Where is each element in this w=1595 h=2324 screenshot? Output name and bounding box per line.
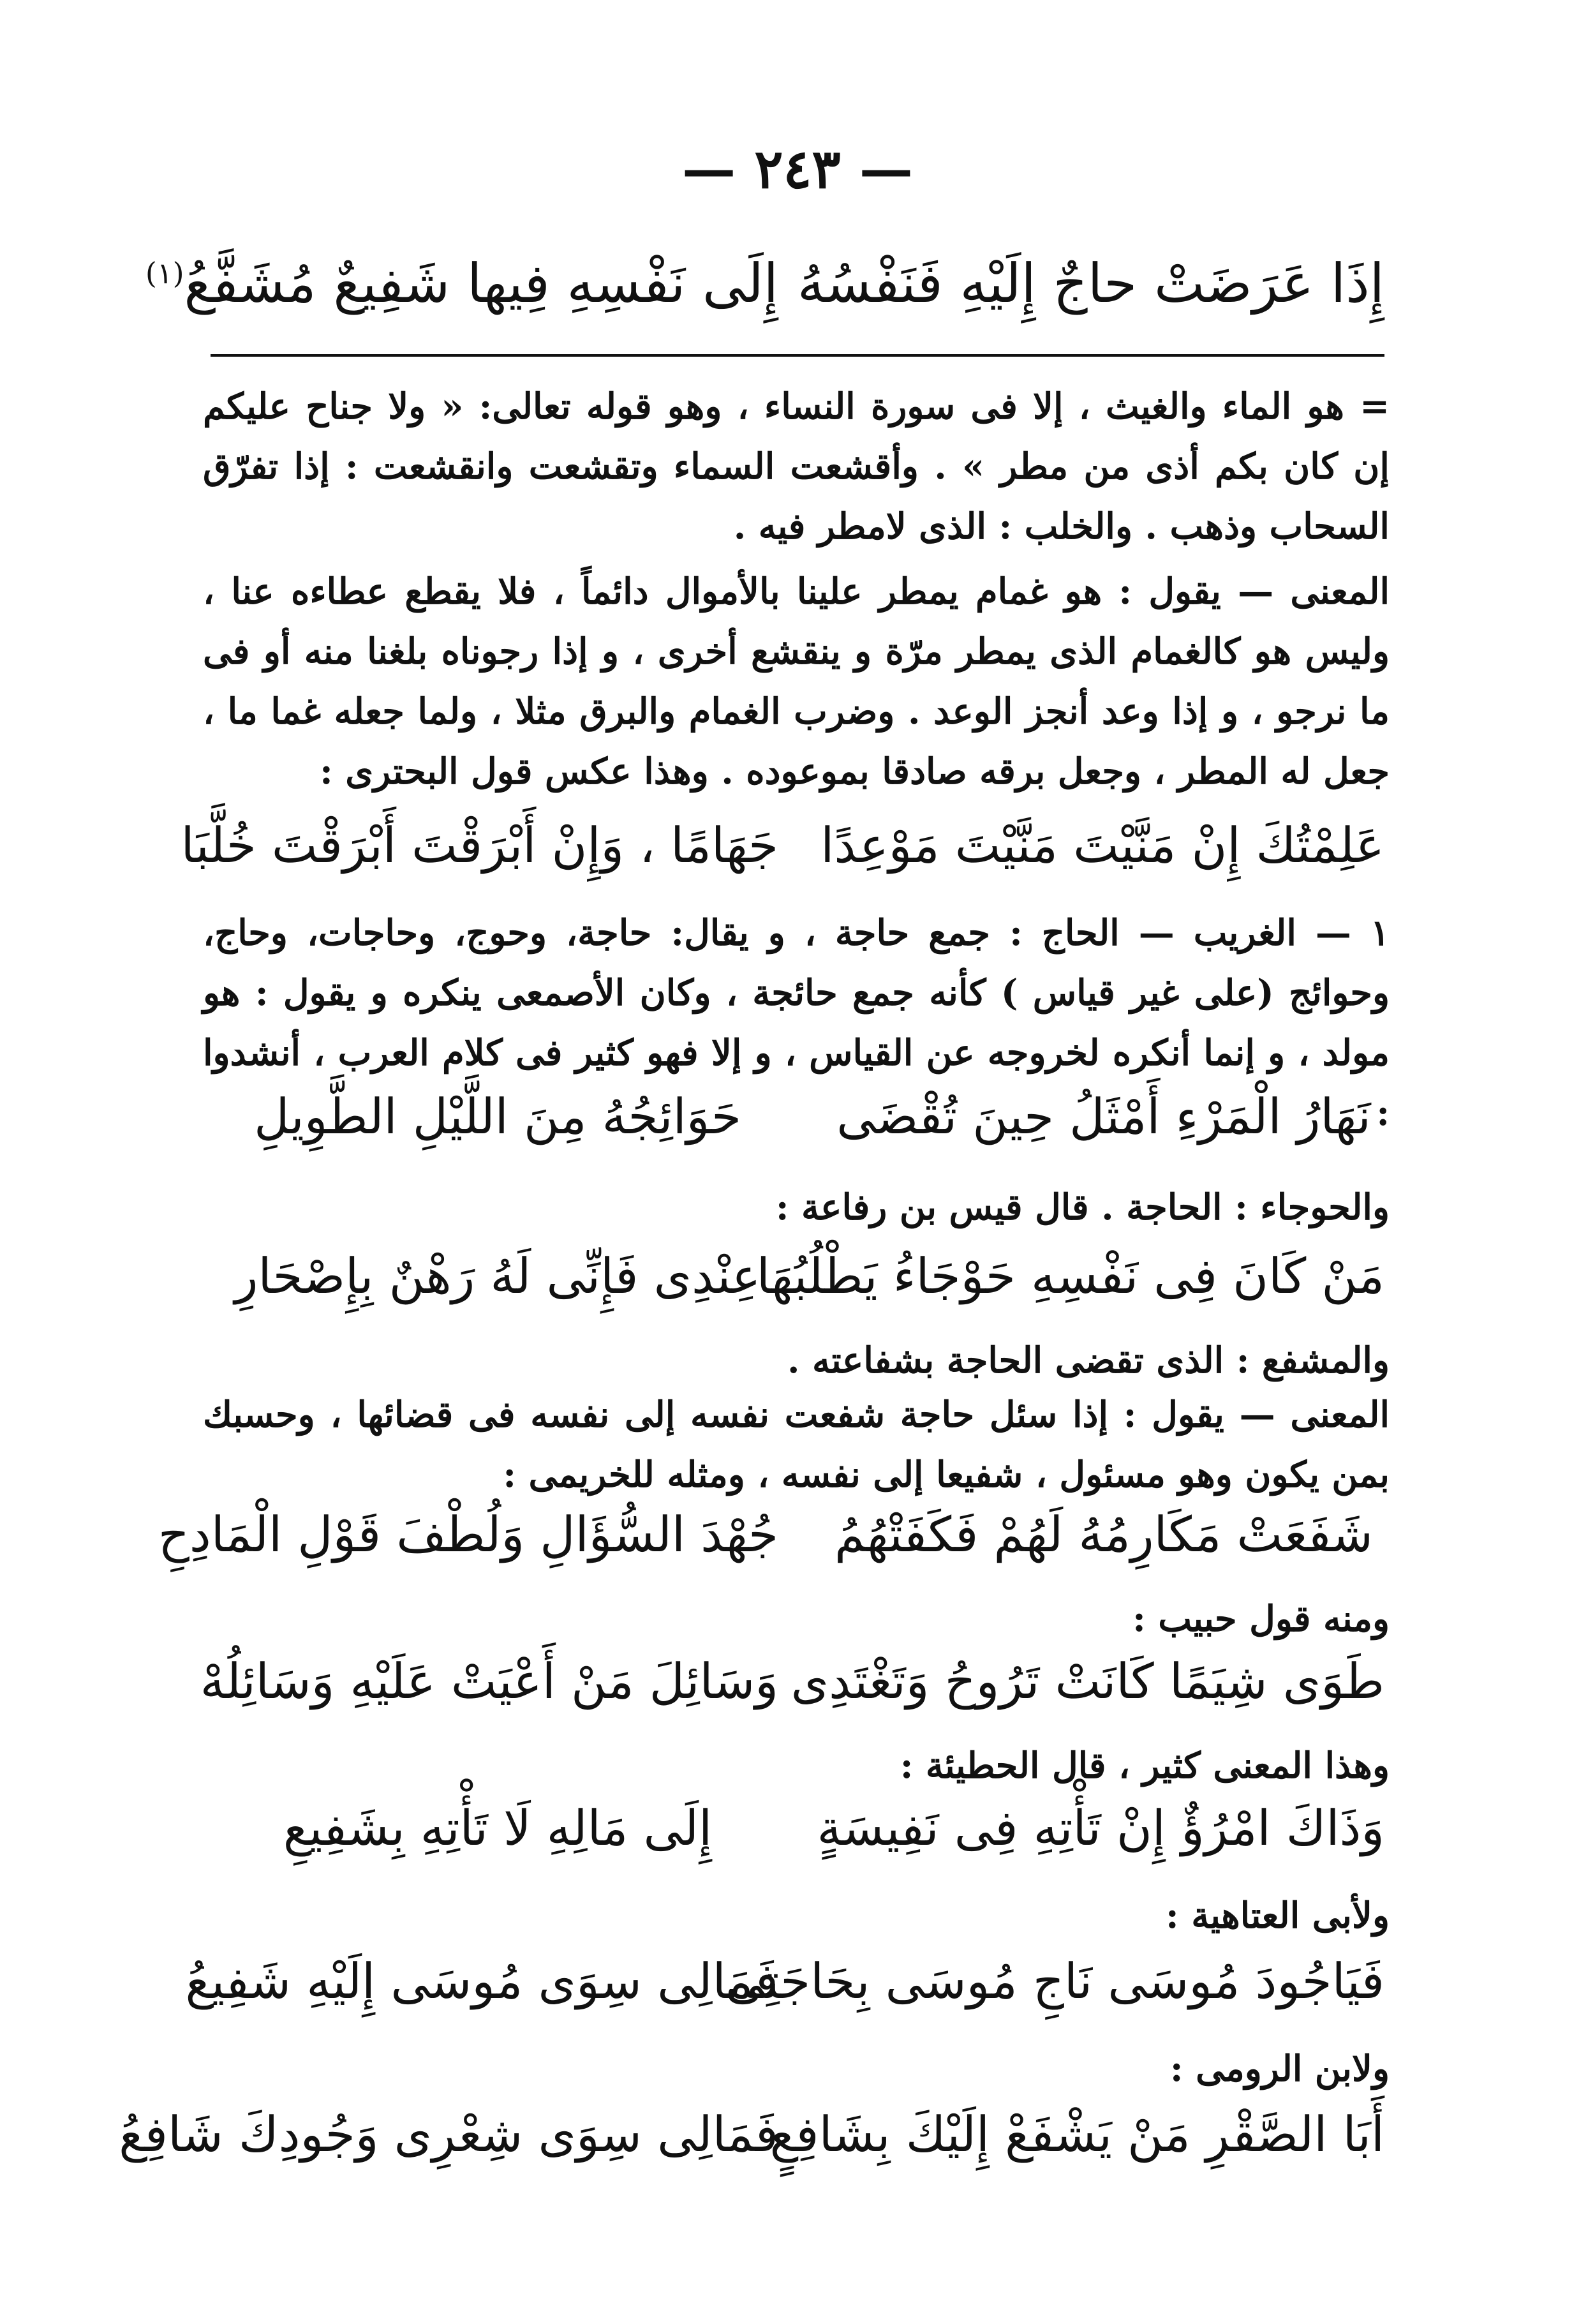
note-1-text: الحاج : جمع حاجة ، و يقال: حاجة، وحوج، وحاجات، وحاج، وحوائج (على غير قياس ) كأنه جمع حائجة ، وكان الأصمعى ينكره و يقول : هو مولد ، و إنما أنكره لخروجه عن القياس ، و إلا فهو كثير فى كلام العرب ، أنشدوا :: [203, 912, 1390, 1134]
verse-ataheya-first: فَيَاجُودَ مُوسَى نَاجِ مُوسَى بِحَاجَتِى: [725, 1953, 1384, 2009]
verse-khuraymi-first: شَفَعَتْ مَكَارِمُهُ لَهُمْ فَكَفَتْهُمُ: [835, 1506, 1373, 1563]
verse-habib: [200, 1653, 1384, 1742]
verse-khuraymi: [158, 1506, 1384, 1595]
verse-rumi: [119, 2106, 1384, 2195]
page-number: — ٢٤٣ —: [682, 137, 913, 200]
verse-buhturi-first: عَلِمْتُكَ إِنْ مَنَّيْتَ مَنَّيْتَ مَوْعِدًا: [820, 817, 1384, 874]
verse-rumi-first: أَبَا الصَّقْرِ مَنْ يَشْفَعْ إِلَيْكَ بِشَافِعٍ: [769, 2106, 1384, 2163]
verse-ataheya: [185, 1953, 1384, 2042]
label-rumi: ولابن الرومى :: [1169, 2048, 1390, 2090]
verse-hutayah: [217, 1799, 1384, 1889]
verse-buhturi-second: جَهَامًا ، وَإِنْ أَبْرَقْتَ أَبْرَقْتَ خُلَّبَا: [181, 817, 778, 874]
note-meaning-heading: المعنى —: [1239, 1394, 1390, 1436]
meaning-text: يقول : هو غمام يمطر علينا بالأموال دائماً ، فلا يقطع عطاءه عنا ، وليس هو كالغمام الذى يمطر مرّة و ينقشع أخرى ، و إذا رجوناه بلغنا منه أو فى ما نرجو ، و إذا وعد أنجز الوعد . وضرب الغمام والبرق مثلا ، ولما جعله غما ما ، جعل له المطر ، وجعل برقه صادقا بموعوده . وهذا عكس قول البحترى :: [203, 570, 1390, 793]
label-hawja: والحوجاء : الحاجة . قال قيس بن رفاعة :: [775, 1186, 1390, 1228]
label-mushaffa: والمشفع : الذى تقضى الحاجة بشفاعته .: [787, 1339, 1390, 1382]
main-verse-first-hemistich: إِذَا عَرَضَتْ حاجٌ إِلَيْهِ فَنَفْسُهُ: [797, 252, 1384, 315]
verse-qays-second: عِنْدِى فَإِنِّى لَهُ رَهْنٌ بِإِصْحَارِ: [234, 1248, 761, 1304]
verse-ataheya-second: فَمَالِى سِوَى مُوسَى إِلَيْهِ شَفِيعُ: [185, 1953, 778, 2009]
commentary-paragraph-2: [203, 562, 1390, 801]
label-habib: ومنه قول حبيب :: [1132, 1598, 1390, 1640]
verse-rumi-second: فَمَالِى سِوَى شِعْرِى وَجُودِكَ شَافِعُ: [119, 2106, 778, 2163]
verse-hawaij-first: نَهَارُ الْمَرْءِ أَمْثَلُ حِينَ تُقْضَى: [836, 1088, 1371, 1145]
divider-rule: [211, 354, 1384, 357]
note-1-heading: ١ — الغريب —: [1138, 912, 1390, 954]
main-verse-second-hemistich: [145, 252, 778, 315]
verse-habib-first: طَوَى شِيَمًا كَانَتْ تَرُوحُ وَتَغْتَدِى: [790, 1653, 1384, 1709]
verse-qays-first: مَنْ كَانَ فِى نَفْسِهِ حَوْجَاءُ يَطْلُبُهَا: [756, 1248, 1384, 1304]
verse-khuraymi-second: جُهْدَ السُّؤَالِ وَلُطْفَ قَوْلِ الْمَادِحِ: [158, 1506, 778, 1563]
note-meaning-paragraph: [203, 1385, 1390, 1505]
main-verse-second-text: إِلَى نَفْسِهِ فِيها شَفِيعٌ مُشَفَّعُ: [184, 252, 778, 315]
verse-hawaij-second: حَوَائِجُهُ مِنَ اللَّيْلِ الطَّوِيلِ: [254, 1088, 741, 1145]
main-verse: [145, 252, 1384, 341]
label-hutayah: وهذا المعنى كثير ، قال الحطيئة :: [900, 1745, 1390, 1787]
label-ataheya: ولأبى العتاهية :: [1166, 1895, 1390, 1937]
commentary-paragraph-1: = هو الماء والغيث ، إلا فى سورة النساء ، وهو قوله تعالى: « ولا جناح عليكم إن كان بكم أذى من مطر » . وأقشعت السماء وتقشعت وانقشعت : إذا تفرّق السحاب وذهب . والخلب : الذى لامطر فيه .: [203, 385, 1390, 547]
verse-hutayah-first: وَذَاكَ امْرُؤٌ إِنْ تَأْتِهِ فِى نَفِيسَةٍ: [817, 1799, 1384, 1856]
verse-buhturi: [181, 817, 1384, 906]
meaning-heading: المعنى —: [1238, 570, 1390, 613]
verse-hutayah-second: إِلَى مَالِهِ لَا تَأْتِهِ بِشَفِيعِ: [283, 1799, 713, 1856]
footnote-marker: (١): [145, 256, 184, 290]
note-meaning-text: يقول : إذا سئل حاجة شفعت نفسه إلى نفسه فى قضائها ، وحسبك بمن يكون وهو مسئول ، شفيعا إلى نفسه ، ومثله للخريمى :: [203, 1394, 1390, 1496]
verse-habib-second: وَسَائِلَ مَنْ أَعْيَتْ عَلَيْهِ وَسَائِلُهْ: [200, 1653, 778, 1709]
verse-qays: [217, 1248, 1384, 1337]
verse-hawaij: [217, 1088, 1384, 1177]
